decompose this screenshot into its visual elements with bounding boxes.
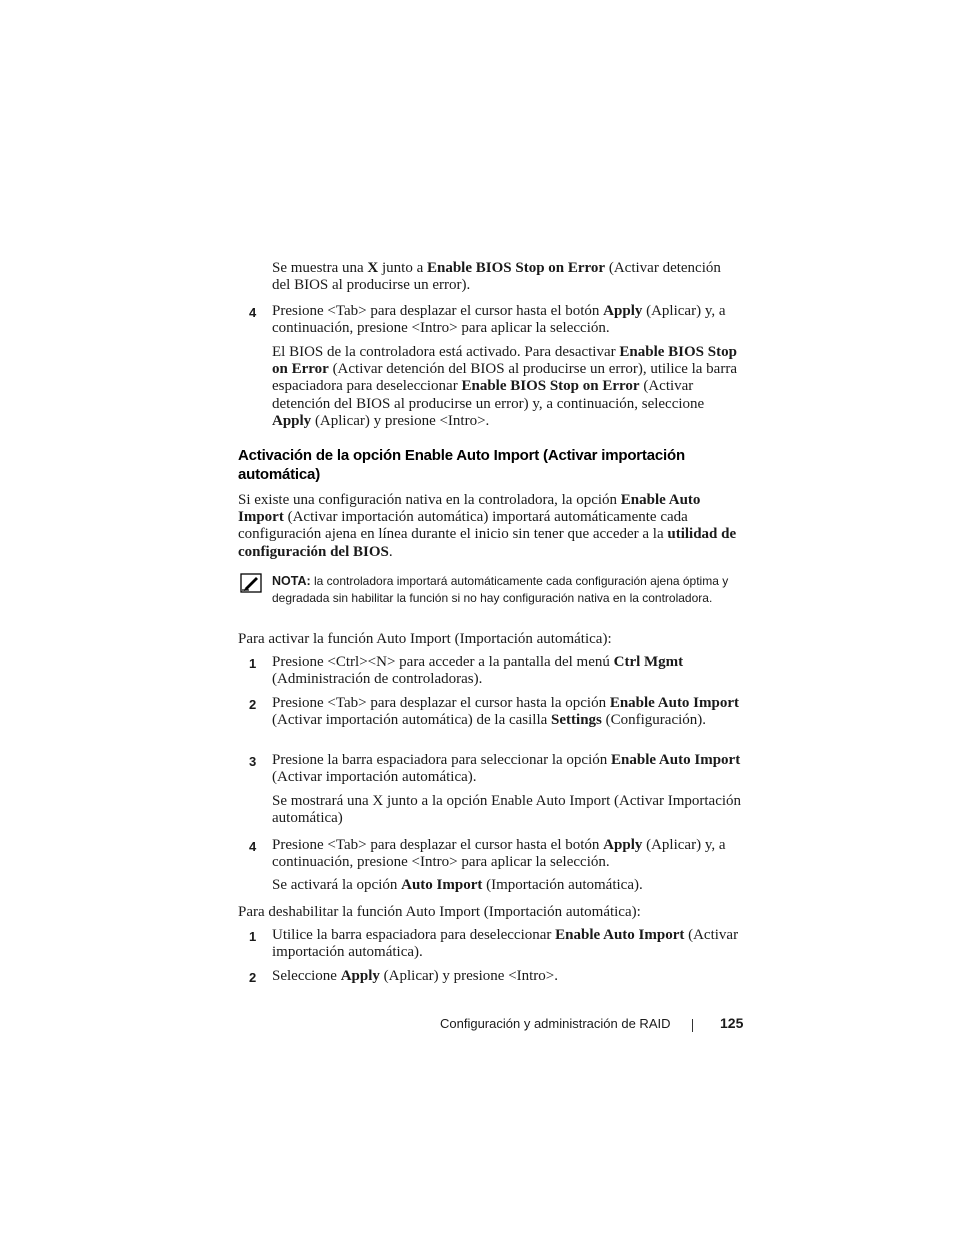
- note-text: NOTA: la controladora importará automáticamente cada configuración ajena óptima y degradada sin habilitar la función si no hay configuración nativa en la controladora.: [272, 574, 729, 605]
- step-apply-auto-import: Presione <Tab> para desplazar el cursor hasta el botón Apply (Aplicar) y, a continuación, presione <Intro> para aplicar la selección.: [272, 837, 726, 871]
- step-deselect: Utilice la barra espaciadora para deseleccionar Enable Auto Import (Activar importación automática).: [272, 927, 739, 961]
- section-heading: Activación de la opción Enable Auto Import (Activar importación automática): [238, 447, 685, 483]
- step-select-option: Presione <Tab> para desplazar el cursor hasta la opción Enable Auto Import (Activar importación automática) de la casilla Settings (Configuración).: [272, 695, 740, 729]
- step-number: 3: [249, 754, 257, 769]
- step-select-apply: Seleccione Apply (Aplicar) y presione <Intro>.: [272, 968, 559, 984]
- step-number: 1: [249, 929, 257, 944]
- step-number: 4: [249, 839, 257, 854]
- paragraph-bios-activated: El BIOS de la controladora está activado. Para desactivar Enable BIOS Stop on Error (Activar detención del BIOS al producirse un error), utilice la barra espaciadora para deseleccionar Enable BIOS Stop on Error (Activar detención del BIOS al producirse un error) y, a continuación, seleccione Apply (Aplicar) y presione <Intro>.: [272, 344, 737, 429]
- note-pencil-icon: [240, 573, 262, 593]
- page-number: 125: [720, 1015, 744, 1031]
- step-number: 2: [249, 697, 257, 712]
- step-number: 1: [249, 656, 257, 671]
- paragraph-auto-import-intro: Si existe una configuración nativa en la controladora, la opción Enable Auto Import (Activar importación automática) importará automáticamente cada configuración ajena en línea durante el inicio sin tener que acceder a la utilidad de configuración del BIOS.: [238, 492, 737, 560]
- paragraph-x-shown: Se mostrará una X junto a la opción Enable Auto Import (Activar Importación automática): [272, 793, 742, 827]
- paragraph-activated: Se activará la opción Auto Import (Importación automática).: [272, 877, 643, 893]
- step-number: 4: [249, 305, 257, 320]
- step-ctrl-mgmt: Presione <Ctrl><N> para acceder a la pantalla del menú Ctrl Mgmt (Administración de controladoras).: [272, 654, 684, 688]
- paragraph-bios-stop-x: Se muestra una X junto a Enable BIOS Stop on Error (Activar detención del BIOS al producirse un error).: [272, 260, 721, 294]
- step-apply-enable-bios: Presione <Tab> para desplazar el cursor hasta el botón Apply (Aplicar) y, a continuación, presione <Intro> para aplicar la selección.: [272, 303, 726, 337]
- step-number: 2: [249, 970, 257, 985]
- footer-divider: [692, 1019, 693, 1032]
- footer-chapter-title: Configuración y administración de RAID: [440, 1016, 671, 1031]
- step-spacebar-select: Presione la barra espaciadora para seleccionar la opción Enable Auto Import (Activar importación automática).: [272, 752, 741, 786]
- paragraph-disable-intro: Para deshabilitar la función Auto Import (Importación automática):: [238, 904, 641, 920]
- paragraph-enable-intro: Para activar la función Auto Import (Importación automática):: [238, 631, 612, 647]
